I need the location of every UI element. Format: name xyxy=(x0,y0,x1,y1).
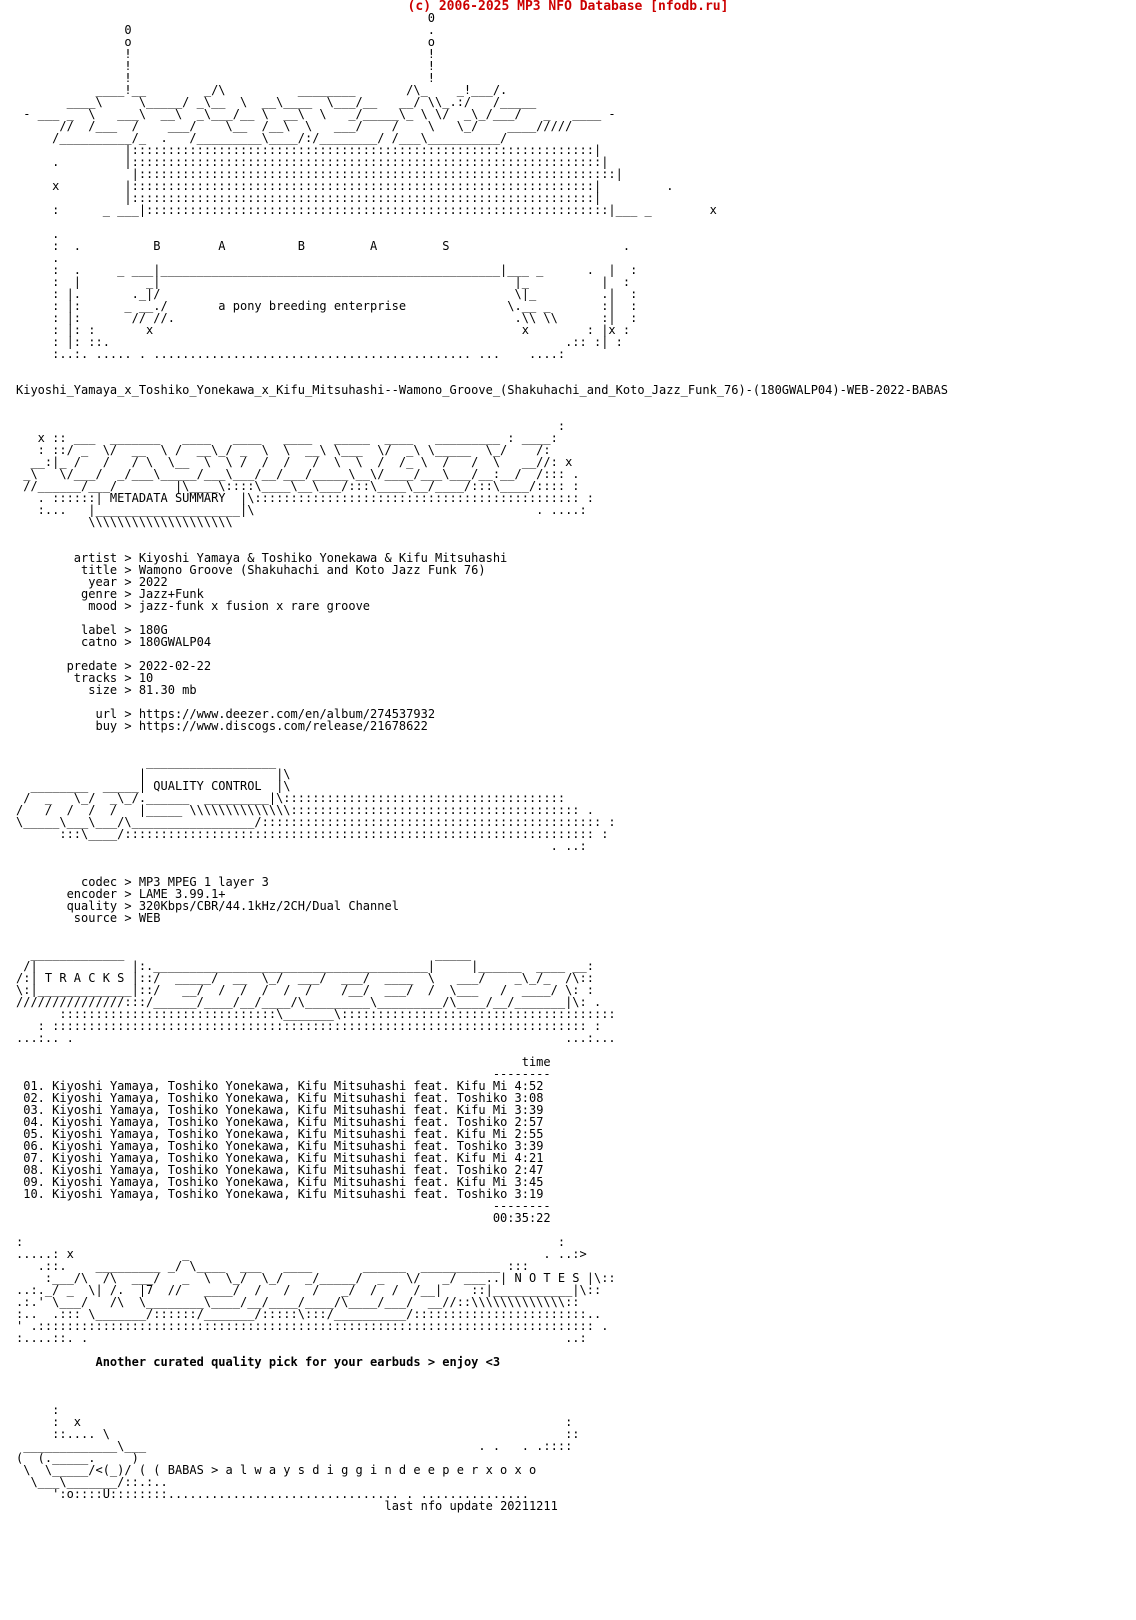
track-number: 08. xyxy=(23,1163,45,1177)
tracks-banner-line: \:|_____________|::/ __/ / / / / / /__/ ___/ / \___ / ____/ \: : xyxy=(16,983,594,997)
meta-artist-value: Kiyoshi Yamaya & Toshiko Yonekawa & Kifu Mitsuhashi xyxy=(138,551,508,565)
quality-codec: codec > MP3 MPEG 1 layer 3 xyxy=(16,875,269,889)
logo-art-line: : |. ._|/ \|_ .| : xyxy=(16,287,638,301)
quality-banner-line: __________________ xyxy=(16,755,277,769)
track-time: 2:57 xyxy=(514,1115,544,1129)
meta-artist: artist > Kiyoshi Yamaya & Toshiko Yonekawa & Kifu Mitsuhashi xyxy=(16,551,508,565)
metadata-banner-line: _\ \/___/ _/___\_____/___\___/__/___/_____\__\/____/___\___/__:__/ /::: . xyxy=(16,467,580,481)
track-time: 3:08 xyxy=(514,1091,544,1105)
tracks-banner-line: ///////////////:::/______/____/__/____/\_________\_________/\____/__/_______|\: . xyxy=(16,995,602,1009)
notes-banner-art xyxy=(16,1236,948,1344)
logo-art-line: : . B A B A S . xyxy=(16,239,631,253)
logo-art-line: : . _ ___|_______________________________________________|___ _ . | : xyxy=(16,263,638,277)
tracks-banner-art xyxy=(16,948,948,1044)
footer-banner-line: : xyxy=(16,1403,60,1417)
quality-codec-value: MP3 MPEG 1 layer 3 xyxy=(138,875,269,889)
logo-art-line: :..:. ..... . ............................................ ... ....: xyxy=(16,347,566,361)
logo-art-line: o o xyxy=(16,35,436,49)
quality-source-value: WEB xyxy=(138,911,161,925)
track-name: Kiyoshi Yamaya, Toshiko Yonekawa, Kifu Mitsuhashi feat. Kifu Mi xyxy=(52,1103,508,1117)
meta-size: size > 81.30 mb xyxy=(16,683,197,697)
track-number: 06. xyxy=(23,1139,45,1153)
track-number: 05. xyxy=(23,1127,45,1141)
quality-banner-line: \_____\___\___/\_________________/::::::::::::::::::::::::::::::::::::::::::::::: : xyxy=(16,815,616,829)
logo-art-line: . xyxy=(16,227,60,241)
meta-title-value: Wamono Groove (Shakuhachi and Koto Jazz Funk 76) xyxy=(138,563,486,577)
footer-banner-line: \ \_____/<(_)/ ( ( BABAS > a l w a y s d i g g i n d e e p e r x o x o xyxy=(16,1463,537,1477)
metadata-banner-line: : xyxy=(16,419,566,433)
footer-banner-line: ::.... \ :: xyxy=(16,1427,580,1441)
babas-logo-art xyxy=(16,12,948,360)
quality-quality: quality > 320Kbps/CBR/44.1kHz/2CH/Dual Channel xyxy=(16,899,399,913)
logo-art-line: : |: ::. .:: :| : xyxy=(16,335,623,349)
track-time: 4:52 xyxy=(514,1079,544,1093)
quality-banner-line: :::\____/::::::::::::::::::::::::::::::::::::::::::::::::::::::::::::::::: : xyxy=(16,827,609,841)
notes-banner-line: :....::. . ..: xyxy=(16,1331,587,1345)
meta-tracks-value: 10 xyxy=(138,671,154,685)
rule-bottom: -------- xyxy=(492,1199,551,1213)
metadata-banner-art xyxy=(16,420,948,528)
track-name: Kiyoshi Yamaya, Toshiko Yonekawa, Kifu Mitsuhashi feat. Kifu Mi xyxy=(52,1079,508,1093)
logo-art-line: x |::::::::::::::::::::::::::::::::::::::::::::::::::::::::::::::::| . xyxy=(16,179,674,193)
logo-art-line: ! ! xyxy=(16,47,436,61)
tracks-banner-line: ::::::::::::::::::::::::::::::\_______\:::::::::::::::::::::::::::::::::::::: xyxy=(16,1007,616,1021)
tracklist-total xyxy=(16,1212,948,1224)
tracks-banner-line: : :::::::::::::::::::::::::::::::::::::::::::::::::::::::::::::::::::::::::: : xyxy=(16,1019,602,1033)
quality-banner-line: . ..: xyxy=(16,839,587,853)
track-time: 3:45 xyxy=(514,1175,544,1189)
tracklist xyxy=(16,1080,948,1200)
metadata-banner-line: \\\\\\\\\\\\\\\\\\\\ xyxy=(16,515,233,529)
footer-banner-line: ':o::::U::::::::................................ . ............... xyxy=(16,1487,529,1501)
meta-genre: genre > Jazz+Funk xyxy=(16,587,204,601)
quality-banner-line: | |\ xyxy=(16,767,291,781)
track-time: 4:21 xyxy=(514,1151,544,1165)
quality-banner-line: / _ \_/ _\_/.______ _________|\::::::::::::::::::::::::::::::::::::::: xyxy=(16,791,566,805)
logo-art-line: . xyxy=(16,251,60,265)
logo-art-line: 0 . xyxy=(16,23,436,37)
tracks-banner-line: /| |:.______________________________________| |______ ____ __: xyxy=(16,959,594,973)
logo-art-line: : |: : x x : |x : xyxy=(16,323,631,337)
track-number: 07. xyxy=(23,1151,45,1165)
logo-art-line: : |: // //. .\\ \\ :| : xyxy=(16,311,638,325)
track-number: 01. xyxy=(23,1079,45,1093)
time-header: time xyxy=(521,1055,551,1069)
metadata-banner-line: __:|_ / / / \ \__ \ \ / / / / \ \ / /_ \ / / \ __//: x xyxy=(16,455,573,469)
logo-art-line: : _ ___|::::::::::::::::::::::::::::::::::::::::::::::::::::::::::::::::|___ _ x xyxy=(16,203,717,217)
notes-banner-line: .....: x _ . ..:> xyxy=(16,1247,587,1261)
meta-size-value: 81.30 mb xyxy=(138,683,197,697)
meta-buy-link[interactable]: https://www.discogs.com/release/21678622 xyxy=(138,719,428,733)
meta-url-link[interactable]: https://www.deezer.com/en/album/274537932 xyxy=(138,707,436,721)
logo-art-line: // /___ / ___/ \__ /__\ \ ___/ / \ \_/ ____///// xyxy=(16,119,573,133)
track-name: Kiyoshi Yamaya, Toshiko Yonekawa, Kifu Mitsuhashi feat. Toshiko xyxy=(52,1187,508,1201)
logo-art-line: ____\ \_____/ _\__ \ __\____ \___/__ __/ \\_.:/ /_____ xyxy=(16,95,537,109)
logo-art-line: ! ! xyxy=(16,71,436,85)
metadata-banner-line: x :: ___ _______ ____ ____ ____ _____ ____ _________ : ____: xyxy=(16,431,558,445)
release-name: Kiyoshi_Yamaya_x_Toshiko_Yonekawa_x_Kifu_Mitsuhashi--Wamono_Groove_(Shakuhachi_and_Koto_Jazz_Funk_76)-(180GWALP04)-WEB-2022-BABAS xyxy=(16,383,948,397)
quality-banner-line: / / / / / |_____ \\\\\\\\\\\\\\:::::::::::::::::::::::::::::::::::::::: . xyxy=(16,803,594,817)
track-number: 09. xyxy=(23,1175,45,1189)
quality-source: source > WEB xyxy=(16,911,161,925)
logo-art-line: /__________/_ . /_________\____/:/________/ /___\__________/ xyxy=(16,131,508,145)
track-time: 2:47 xyxy=(514,1163,544,1177)
notes-text: Another curated quality pick for your earbuds > enjoy <3 xyxy=(95,1355,501,1369)
track-name: Kiyoshi Yamaya, Toshiko Yonekawa, Kifu Mitsuhashi feat. Kifu Mi xyxy=(52,1127,508,1141)
meta-mood: mood > jazz-funk x fusion x rare groove xyxy=(16,599,371,613)
logo-art-line: : | _| |_ | : xyxy=(16,275,631,289)
quality-encoder-value: LAME 3.99.1+ xyxy=(138,887,226,901)
notes-banner-line: .:.' \___/ /\ \________\____/__/____/____/\____/___/ __//::\\\\\\\\\\\\\:: xyxy=(16,1295,580,1309)
track-name: Kiyoshi Yamaya, Toshiko Yonekawa, Kifu Mitsuhashi feat. Toshiko xyxy=(52,1163,508,1177)
logo-art-line: . |:::::::::::::::::::::::::::::::::::::::::::::::::::::::::::::::::| xyxy=(16,155,609,169)
meta-url: url > https://www.deezer.com/en/album/274537932 xyxy=(16,707,436,721)
track-number: 03. xyxy=(23,1103,45,1117)
quality-banner-line: ________ _____| QUALITY CONTROL |\ xyxy=(16,779,291,793)
logo-art-line: : |: _ __./ a pony breeding enterprise \.__ _ :| : xyxy=(16,299,638,313)
logo-art-line: ! ! xyxy=(16,59,436,73)
track-time: 2:55 xyxy=(514,1127,544,1141)
notes-banner-line: :.. .::: \_______/::::::/_______/:::::\:::/__________/::::::::::::::::::::::::.. xyxy=(16,1307,602,1321)
track-number: 04. xyxy=(23,1115,45,1129)
tracks-banner-line: ...:.. . ...:... xyxy=(16,1031,616,1045)
meta-mood-value: jazz-funk x fusion x rare groove xyxy=(138,599,371,613)
footer-banner-art xyxy=(16,1404,948,1500)
notes-banner-line: :___/\ /\ ___/ _ \ \_/ \_/ _/_____/ _ \/ _/ ___..| N O T E S |\:: xyxy=(16,1271,616,1285)
notes-banner-line: .::. _________ _/ \____ ___ ____ ______ ___________ ::: xyxy=(16,1259,529,1273)
footer-banner-line: _____________\___ . . . .:::: xyxy=(16,1439,573,1453)
tracks-banner-line: _____________ _____ xyxy=(16,947,472,961)
logo-art-line: |::::::::::::::::::::::::::::::::::::::::::::::::::::::::::::::::::| xyxy=(16,167,623,181)
footer-banner-line: : x : xyxy=(16,1415,573,1429)
quality-quality-value: 320Kbps/CBR/44.1kHz/2CH/Dual Channel xyxy=(138,899,399,913)
track-name: Kiyoshi Yamaya, Toshiko Yonekawa, Kifu Mitsuhashi feat. Toshiko xyxy=(52,1139,508,1153)
logo-art-line: - ___ _ \ ___\ __\ _\___/__ \ __\ \ _/_____\_ \ \/ _\_/___/ _ ____ - xyxy=(16,107,616,121)
quality-encoder: encoder > LAME 3.99.1+ xyxy=(16,887,226,901)
notes-banner-line: ..:._/ _ \| /. |7 // ____/ / / / _/ / / /__| ::|___________|\:: xyxy=(16,1283,602,1297)
rule-top: -------- xyxy=(492,1067,551,1081)
meta-catno-value: 180GWALP04 xyxy=(138,635,212,649)
metadata-banner-line: . ::::::| METADATA SUMMARY |\::::::::::::::::::::::::::::::::::::::::::::: : xyxy=(16,491,594,505)
quality-banner-art xyxy=(16,756,948,852)
nfo-document xyxy=(16,12,948,1512)
total-time: 00:35:22 xyxy=(492,1211,551,1225)
metadata-banner-line: : ::/ _ \/ __ \ / __\_/ _ \ \ __\ \___ \/ _\ \_____ \_/ /: xyxy=(16,443,551,457)
footer-banner-line: \___\_______/::.:.. xyxy=(16,1475,168,1489)
meta-title: title > Wamono Groove (Shakuhachi and Koto Jazz Funk 76) xyxy=(16,563,486,577)
last-update: last nfo update 20211211 xyxy=(384,1499,558,1513)
meta-catno: catno > 180GWALP04 xyxy=(16,635,212,649)
meta-tracks: tracks > 10 xyxy=(16,671,154,685)
track-name: Kiyoshi Yamaya, Toshiko Yonekawa, Kifu Mitsuhashi feat. Kifu Mi xyxy=(52,1175,508,1189)
notes-line xyxy=(16,1356,948,1368)
track-time: 3:39 xyxy=(514,1139,544,1153)
track-name: Kiyoshi Yamaya, Toshiko Yonekawa, Kifu Mitsuhashi feat. Toshiko xyxy=(52,1115,508,1129)
notes-banner-line: : : xyxy=(16,1235,566,1249)
meta-label: label > 180G xyxy=(16,623,168,637)
track-time: 3:39 xyxy=(514,1103,544,1117)
track-number: 02. xyxy=(23,1091,45,1105)
meta-predate-value: 2022-02-22 xyxy=(138,659,212,673)
tracks-banner-line: /:| T R A C K S |::/ _____/ __ \_/ ___/ ___/ ____ \ ___/ _\_/_ /\:: xyxy=(16,971,594,985)
track-number: 10. xyxy=(23,1187,45,1201)
meta-genre-value: Jazz+Funk xyxy=(138,587,204,601)
site-credit: (c) 2006-2025 MP3 NFO Database [nfodb.ru] xyxy=(407,0,729,14)
logo-art-line: ____!__ _/\ ________ /\_ _!___/. xyxy=(16,83,508,97)
meta-year: year > 2022 xyxy=(16,575,168,589)
footer-banner-line: ( (._____. ) xyxy=(16,1451,139,1465)
logo-art-line xyxy=(16,216,948,228)
track-name: Kiyoshi Yamaya, Toshiko Yonekawa, Kifu Mitsuhashi feat. Toshiko xyxy=(52,1091,508,1105)
notes-banner-line: ' .::::::::::::::::::::::::::::::::::::::::::::::::::::::::::::::::::::::::::::: . xyxy=(16,1319,609,1333)
logo-art-line: |::::::::::::::::::::::::::::::::::::::::::::::::::::::::::::::::| xyxy=(16,191,602,205)
meta-year-value: 2022 xyxy=(138,575,168,589)
track-time: 3:19 xyxy=(514,1187,544,1201)
last-update-line xyxy=(16,1500,948,1512)
metadata-banner-line: :... |____________________|\ . ....: xyxy=(16,503,587,517)
track-name: Kiyoshi Yamaya, Toshiko Yonekawa, Kifu Mitsuhashi feat. Kifu Mi xyxy=(52,1151,508,1165)
metadata-banner-line: //______/___/ |\____\::::\____\__\___/:::\____\__/____/:::\____/:::: : xyxy=(16,479,580,493)
logo-art-line: 0 xyxy=(16,11,436,25)
meta-predate: predate > 2022-02-22 xyxy=(16,659,212,673)
meta-buy: buy > https://www.discogs.com/release/21678622 xyxy=(16,719,428,733)
meta-label-value: 180G xyxy=(138,623,168,637)
logo-art-line: |::::::::::::::::::::::::::::::::::::::::::::::::::::::::::::::::| xyxy=(16,143,602,157)
